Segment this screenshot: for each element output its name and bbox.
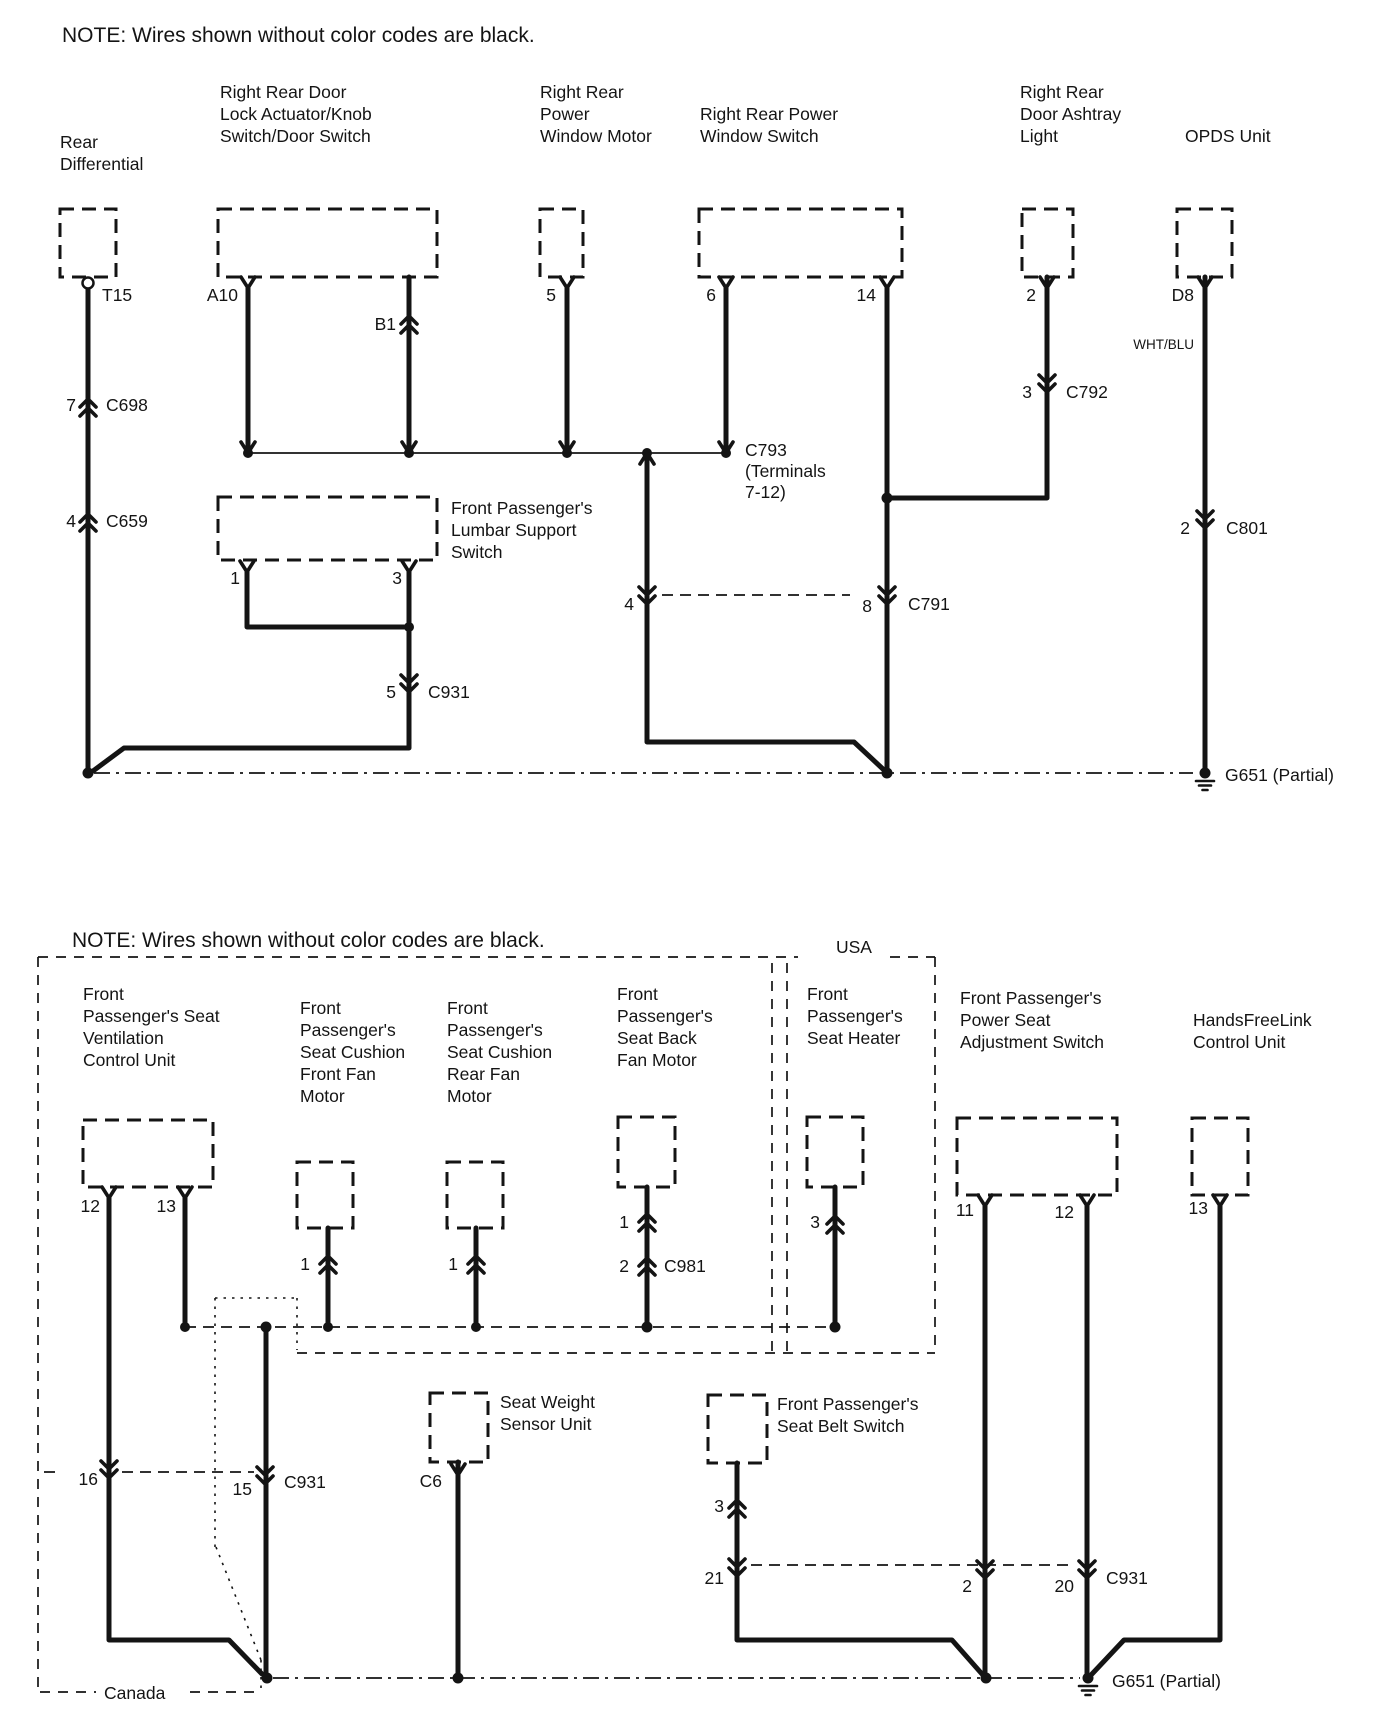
terminal-weight-c6: C6 [419, 1471, 442, 1491]
label-rear-fan: Rear Fan [447, 1064, 520, 1084]
connector-c792: C792 [1066, 382, 1108, 402]
box-seat-belt [708, 1395, 767, 1463]
terminal-arrow-icon [978, 1195, 992, 1206]
terminal-switch-6: 6 [706, 285, 716, 305]
label-back-fan: Passenger's [617, 1006, 713, 1026]
pin-2: 2 [962, 1576, 972, 1596]
label-lumbar-switch: Lumbar Support [451, 520, 577, 540]
pin-c659: 4 [66, 511, 76, 531]
label-ashtray-light: Light [1020, 126, 1058, 146]
terminal-arrow-icon [880, 277, 894, 288]
terminal-lumbar-3: 3 [392, 568, 402, 588]
terminal-back-fan-1: 1 [619, 1212, 629, 1232]
label-front-fan: Front [300, 998, 341, 1018]
terminal-arrow-icon [560, 277, 574, 288]
wire-handsfreelink [1092, 1206, 1220, 1674]
connector-c659: C659 [106, 511, 148, 531]
label-door-lock: Lock Actuator/Knob [220, 104, 372, 124]
label-seat-weight: Sensor Unit [500, 1414, 592, 1434]
junction-dot [830, 1322, 841, 1333]
label-vent-unit: Control Unit [83, 1050, 176, 1070]
label-front-fan: Front Fan [300, 1064, 376, 1084]
label-back-fan: Seat Back [617, 1028, 697, 1048]
label-rear-fan: Front [447, 998, 488, 1018]
terminal-front-fan-1: 1 [300, 1254, 310, 1274]
label-rear-differential: Differential [60, 154, 144, 174]
ground-symbol-icon [1079, 1673, 1097, 1696]
ground-symbol-icon [1196, 768, 1214, 791]
terminal-arrow-icon [402, 561, 416, 572]
connector-c791: C791 [908, 594, 950, 614]
junction-dot [404, 622, 414, 632]
pin-c931-20: 20 [1054, 1576, 1074, 1596]
label-ashtray-light: Right Rear [1020, 82, 1104, 102]
terminal-vent-12: 12 [80, 1196, 100, 1216]
box-rear-fan [447, 1162, 503, 1228]
label-back-fan: Fan Motor [617, 1050, 697, 1070]
label-window-switch: Window Switch [700, 126, 819, 146]
wire-color-code: WHT/BLU [1133, 337, 1194, 352]
junction-dot [471, 1322, 481, 1332]
connector-c931-15: C931 [284, 1472, 326, 1492]
junction-dot [180, 1322, 190, 1332]
box-handsfreelink [1192, 1118, 1248, 1195]
terminal-arrow-icon [1213, 1195, 1227, 1206]
ground-g651-bottom: G651 (Partial) [1112, 1671, 1221, 1691]
junction-dot [261, 1322, 272, 1333]
pin-c698: 7 [66, 395, 76, 415]
terminal-ashtray-2: 2 [1026, 285, 1036, 305]
junction-dot [642, 1322, 653, 1333]
label-front-fan: Passenger's [300, 1020, 396, 1040]
label-window-switch: Right Rear Power [700, 104, 839, 124]
label-power-seat: Adjustment Switch [960, 1032, 1104, 1052]
region-canada: Canada [104, 1683, 166, 1703]
pin-drop-4: 4 [624, 594, 634, 614]
wire-seat-belt [737, 1463, 982, 1674]
label-seat-heater: Front [807, 984, 848, 1004]
label-rear-differential: Rear [60, 132, 98, 152]
terminal-power-12: 12 [1054, 1202, 1074, 1222]
label-front-fan: Seat Cushion [300, 1042, 406, 1062]
label-door-lock: Right Rear Door [220, 82, 347, 102]
pin-16: 16 [78, 1469, 98, 1489]
terminal-arrow-icon [719, 277, 733, 288]
box-window-switch [699, 209, 902, 277]
t15-ring-terminal-icon [83, 278, 94, 289]
label-rear-fan: Motor [447, 1086, 492, 1106]
label-vent-unit: Ventilation [83, 1028, 164, 1048]
label-handsfreelink: HandsFreeLink [1193, 1010, 1312, 1030]
wire-lumbar-1 [247, 572, 409, 627]
junction-dot [642, 448, 652, 458]
pin-c801: 2 [1180, 518, 1190, 538]
label-power-seat: Power Seat [960, 1010, 1051, 1030]
label-seat-heater: Passenger's [807, 1006, 903, 1026]
label-opds-unit: OPDS Unit [1185, 126, 1271, 146]
pin-c791: 8 [862, 596, 872, 616]
box-power-seat [957, 1118, 1117, 1195]
label-front-fan: Motor [300, 1086, 345, 1106]
junction-dot [882, 768, 893, 779]
terminal-lumbar-1: 1 [230, 568, 240, 588]
boundary-canada-box [215, 1298, 297, 1692]
junction-dot [404, 448, 414, 458]
box-door-lock [218, 209, 437, 277]
junction-dot [453, 1673, 464, 1684]
ground-g651-top: G651 (Partial) [1225, 765, 1334, 785]
connector-c698: C698 [106, 395, 148, 415]
terminal-a10: A10 [206, 285, 238, 305]
label-rear-fan: Seat Cushion [447, 1042, 553, 1062]
label-handsfreelink: Control Unit [1193, 1032, 1286, 1052]
terminal-hfl-13: 13 [1188, 1198, 1208, 1218]
label-vent-unit: Front [83, 984, 124, 1004]
label-lumbar-switch: Front Passenger's [451, 498, 593, 518]
terminal-rear-fan-1: 1 [448, 1254, 458, 1274]
connector-c793-note: 7-12) [745, 482, 786, 502]
connector-c981: C981 [664, 1256, 706, 1276]
label-window-motor: Window Motor [540, 126, 652, 146]
junction-dot [882, 493, 893, 504]
connector-c793: C793 [745, 440, 787, 460]
box-rear-differential [60, 209, 116, 277]
terminal-arrow-icon [178, 1187, 192, 1198]
label-vent-unit: Passenger's Seat [83, 1006, 220, 1026]
label-door-lock: Switch/Door Switch [220, 126, 371, 146]
terminal-switch-14: 14 [856, 285, 876, 305]
connector-c931: C931 [428, 682, 470, 702]
junction-dot [243, 448, 253, 458]
terminal-d8: D8 [1171, 285, 1194, 305]
terminal-back-fan-2: 2 [619, 1256, 629, 1276]
junction-dot [83, 768, 94, 779]
box-ashtray-light [1022, 209, 1073, 277]
box-front-fan [297, 1162, 353, 1228]
terminal-belt-21: 21 [704, 1568, 724, 1588]
terminal-t15: T15 [102, 285, 133, 305]
box-window-motor [540, 209, 583, 277]
label-ashtray-light: Door Ashtray [1020, 104, 1122, 124]
pin-c792: 3 [1022, 382, 1032, 402]
wire-lumbar-3 [93, 572, 409, 771]
label-rear-fan: Passenger's [447, 1020, 543, 1040]
note-top: NOTE: Wires shown without color codes are black. [62, 24, 535, 47]
label-seat-belt: Front Passenger's [777, 1394, 919, 1414]
label-lumbar-switch: Switch [451, 542, 503, 562]
label-back-fan: Front [617, 984, 658, 1004]
box-vent-unit [83, 1120, 213, 1187]
terminal-power-11: 11 [955, 1200, 974, 1220]
box-back-fan [618, 1117, 675, 1187]
region-usa: USA [836, 937, 872, 957]
label-seat-weight: Seat Weight [500, 1392, 596, 1412]
terminal-arrow-icon [241, 277, 255, 288]
junction-dot [981, 1673, 992, 1684]
terminal-heater-3: 3 [810, 1212, 820, 1232]
terminal-vent-13: 13 [156, 1196, 176, 1216]
note-bottom: NOTE: Wires shown without color codes are black. [72, 929, 545, 952]
box-opds-unit [1177, 209, 1232, 277]
terminal-arrow-icon [240, 561, 254, 572]
pin-c931-15: 15 [232, 1479, 252, 1499]
junction-dot [323, 1322, 333, 1332]
label-seat-heater: Seat Heater [807, 1028, 901, 1048]
pin-c931: 5 [386, 682, 396, 702]
connector-c801: C801 [1226, 518, 1268, 538]
terminal-motor-5: 5 [546, 285, 556, 305]
junction-dot [562, 448, 572, 458]
label-seat-belt: Seat Belt Switch [777, 1416, 905, 1436]
junction-dot [262, 1673, 273, 1684]
terminal-belt-3: 3 [714, 1496, 724, 1516]
terminal-arrow-icon [1080, 1195, 1094, 1206]
label-window-motor: Right Rear [540, 82, 624, 102]
box-lumbar-switch [218, 497, 437, 560]
label-power-seat: Front Passenger's [960, 988, 1102, 1008]
label-window-motor: Power [540, 104, 590, 124]
connector-c931-20: C931 [1106, 1568, 1148, 1588]
box-seat-heater [807, 1117, 863, 1187]
terminal-arrow-icon [102, 1187, 116, 1198]
junction-dot [721, 448, 731, 458]
connector-c793-note: (Terminals [745, 461, 826, 481]
terminal-b1: B1 [374, 314, 396, 334]
box-seat-weight [430, 1393, 488, 1462]
